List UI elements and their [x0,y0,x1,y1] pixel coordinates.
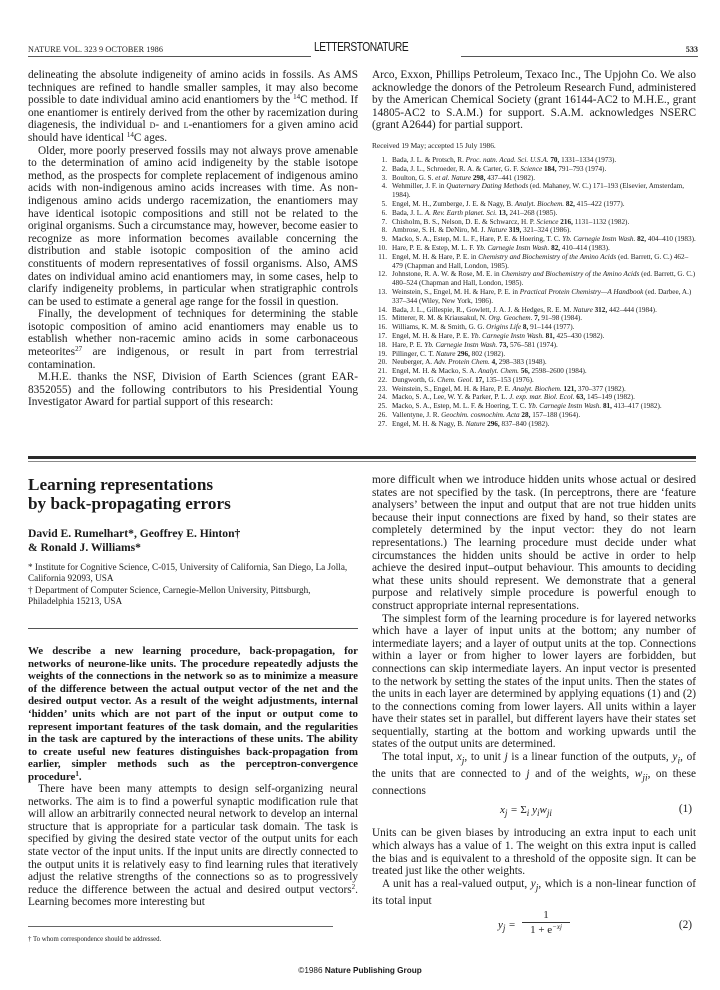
equation-1 [372,797,696,827]
paragraph: more difficult when we introduce hidden units whose actual or desired states are not specified by the task. (In perceptrons, there are ‘feature analysers’ between the input and output that are not true hidden units because their input connections are fixed by hand, so their states are completely determined by the input vector: they do not learn representations.) The learning procedure must decide under what circumstances the hidden units should be active in order to help achieve the desired input–output behaviour. This amounts to deciding what these units should represent. We demonstrate that a general purpose and relatively simple procedure is powerful enough to construct appropriate internal representations. [372,474,696,612]
author-affiliations [28,562,358,607]
reference-item: 25. Macko, S. A., Estep, M. L. F. & Hoering, T. C. Yb. Carnegie Instn Wash. 81, 413–417 (1982). [378,402,662,411]
equation-2-lhs: $y_j$ = [498,919,516,934]
reference-item: 2. Bada, J. L., Schroeder, R. A. & Carter, G. F. Science 184, 791–793 (1974). [381,164,607,173]
reference-item: 5. Engel, M. H., Zumberge, J. E. & Nagy, B. Analyt. Biochem. 82, 415–422 (1977). [381,199,625,208]
paragraph: Units can be given biases by introducing an extra input to each unit which always has a value of 1. The weight on this extra input is called the bias and is equivalent to a threshold of the opposite sign. It can be treated just like the other weights. [372,827,696,878]
paragraph: delineating the absolute indigeneity of amino acids in fossils. As AMS techniques are refined to handle smaller samples, it may also become possible to date individual amino acid enantiomers by the $^{14}$C method. If one enantiomer is entirely derived from the other by racemization during diagenesis, the individual d- and l-enantiomers for a given amino acid should have identical $^{14}$C ages. [28,69,358,144]
reference-item: 12. Johnstone, R. A. W. & Rose, M. E. in Chemistry and Biochemistry of the Amino Acids (ed. Barrett, G. C.) 480–524 (Chapman and Hall, London, 1985). [378,270,696,288]
reference-item: 9. Macko, S. A., Estep, M. L. F., Hare, P. E. & Hoering, T. C. Yb. Carnegie Instn Wash. 82, 404–410 (1983). [381,235,696,244]
acknowledgements-paragraph: M.H.E. thanks the NSF, Division of Earth Sciences (grant EAR-8352055) and the following contributors to his Presidential Young Investigator Award for partial support of this research: [28,371,358,409]
equation-1-formula: $x_j = \Sigma_i$ $y_iw_{ji}$ [500,804,552,819]
reference-item: 11. Engel, M. H. & Hare, P. E. in Chemistry and Biochemistry of the Amino Acids (ed. Barrett, G. C.) 462–479 (Chapman and Hall, London, 1985). [378,252,689,270]
previous-letter-right-column [372,69,696,429]
reference-item: 14. Bada, J. L., Gillespie, R., Gowlett, J. A. J. & Hedges, R. E. M. Nature 312, 442–444 (1984). [378,305,657,314]
article-body-left [28,783,358,909]
reference-item: 17. Engel, M. H. & Hare, P. E. Yb. Carnegie Instn Wash. 81, 425–430 (1982). [378,331,605,340]
paragraph: Finally, the development of techniques for determining the stable isotopic composition of amino acid enantiomers may enable us to establish whether non-racemic amino acids in some carbonaceous meteorites$^{27}$ are indigenous, or result in part from terrestrial contamination. [28,308,358,371]
reference-item: 19. Pillinger, C. T. Nature 296, 802 (1982). [378,349,506,358]
reference-list [372,156,696,429]
abstract: We describe a new learning procedure, back-propagation, for networks of neurone-like units. The procedure repeatedly adjusts the weights of the connections in the network so as to minimize a measure of the difference between the actual output vector of the net and the desired output vector. As a result of the weight adjustments, internal ‘hidden’ units which are not part of the input or output come to represent important features of the task domain, and the regularities in the task are captured by the interactions of these units. The ability to create useful new features distinguishes back-propagation from earlier, simpler methods such as the perceptron-convergence procedure$^1$. [28,645,358,783]
reference-item: 24. Macko, S. A., Lee, W. Y. & Parker, P. L. J. exp. mar. Biol. Ecol. 63, 145–149 (1982). [378,393,635,402]
equation-2 [372,907,696,941]
paragraph: There have been many attempts to design self-organizing neural networks. The aim is to find a powerful synaptic modification rule that will allow an arbitrarily connected neural network to develop an internal structure that is appropriate for a particular task domain. The task is specified by giving the desired state vector of the output units for each state vector of the input units. If the input units are directly connected to the output units it is relatively easy to find learning rules that iteratively adjust the relative strengths of the connections so as to progressively reduce the difference between the actual and desired output vectors$^2$. Learning becomes more interesting but [28,783,358,909]
footnote: † To whom correspondence should be addressed. [28,936,162,943]
reference-item: 13. Weinstein, S., Engel, M. H. & Hare, P. E. in Practical Protein Chemistry—A Handbook (ed. Darbee, A.) 337–344 (Wiley, New York, 1986). [378,287,692,305]
copyright-notice: ©1986 Nature Publishing Group [298,966,422,975]
reference-item: 15. Mitterer, R. M. & Kriausakul, N. Org. Geochem. 7, 91–98 (1984). [378,314,583,323]
reference-item: 10. Hare, P. E. & Estep, M. L. F. Yb. Carnegie Instn Wash. 82, 410–414 (1983). [378,243,610,252]
article-body-right [372,474,696,941]
abstract-divider [28,628,358,629]
reference-item: 6. Bada, J. L. A. Rev. Earth planet. Sci. 13, 241–268 (1985). [381,208,558,217]
reference-item: 3. Boulton, G. S. et al. Nature 298, 437–441 (1982). [381,173,536,182]
affiliation: * Institute for Cognitive Science, C-015, University of California, San Diego, La Jolla, California 92093, USA [28,562,348,584]
reference-item: 23. Weinstein, S., Engel, M. H. & Hare, P. E. Analyt. Biochem. 121, 370–377 (1982). [378,384,626,393]
paragraph: The total input, $x_j$, to unit j is a linear function of the outputs, $y_i$, of the units that are connected to j and of the weights, $w_{ji}$, on these connections [372,751,696,797]
affiliation: † Department of Computer Science, Carnegie-Mellon University, Pittsburgh, Philadelphia 15213, USA [28,584,311,606]
page-number: 533 [685,45,698,54]
equation-number: (1) [678,803,692,816]
previous-letter-left-column [28,69,358,409]
reference-item: 4. Wehmiller, J. F. in Quaternary Dating Methods (ed. Mahaney, W. C.) 171–193 (Elsevier, Amsterdam, 1984). [381,182,685,200]
equation-number: (2) [678,919,692,932]
paragraph: A unit has a real-valued output, $y_j$, which is a non-linear function of its total input [372,877,696,907]
reference-item: 1. Bada, J. L. & Protsch, R. Proc. natn. Acad. Sci. U.S.A. 70, 1331–1334 (1973). [381,155,617,164]
equation-2-fraction: $\frac{1}{1 + e^{-xj}}$ [522,909,570,937]
reference-item: 20. Neuberger, A. Adv. Protein Chem. 4, 298–383 (1948). [378,358,547,367]
reference-item: 21. Engel, M. H. & Macko, S. A. Analyt. Chem. 56, 2598–2600 (1984). [378,367,587,376]
reference-item: 18. Hare, P. E. Yb. Carnegie Instn Wash. 73, 576–581 (1974). [378,340,558,349]
acknowledgements-continued: Arco, Exxon, Phillips Petroleum, Texaco Inc., The Upjohn Co. We also acknowledge the donors of the Petroleum Research Fund, administered by the American Chemical Society (grant 16144-AC2 to M.H.E., grant 14805-AC2 to S.A.M.) for support. S.A.M. acknowledges NSERC (grant A2644) for partial support. [372,69,696,132]
reference-item: 27. Engel, M. H. & Nagy, B. Nature 296, 837–840 (1982). [378,419,550,428]
section-title: LETTERSTONATURE [314,40,409,54]
section-divider [28,456,696,459]
reference-item: 7. Chisholm, B. S., Nelson, D. E. & Schwarcz, H. P. Science 216, 1131–1132 (1982). [381,217,630,226]
running-header [28,42,698,60]
section-divider-thin [28,461,696,462]
paragraph: Older, more poorly preserved fossils may not always prove amenable to the determination of amino acid indigeneity by the stable isotope method, as the prospects for complete replacement of indigenous amino acids with non-indigenous amino acids increases with time. As non-indigenous amino acids undergo racemization, the enantiomers may have identical isotopic compositions and still not be related to the original organisms. Such a circumstance may, however, become easier to recognize as more information becomes available concerning the distribution and stable isotopic composition of the amino acid constituents of modern representatives of fossil organisms. Also, AMS dates on individual amino acid enantiomers may, in some cases, help to clarify indigeneity problems, in particular when stratigraphic controls can be used to estimate a general age range for the fossil in question. [28,144,358,308]
received-date: Received 19 May; accepted 15 July 1986. [372,140,496,150]
footnote-divider [28,926,333,927]
reference-item: 26. Vallentyne, J. R. Geochim. cosmochim. Acta 28, 157–188 (1964). [378,411,581,420]
reference-item: 8. Ambrose, S. H. & DeNiro, M. J. Nature 319, 321–324 (1986). [381,226,572,235]
paragraph: The simplest form of the learning procedure is for layered networks which have a layer of input units at the bottom; any number of intermediate layers; and a layer of output units at the top. Connections within a layer or from higher to lower layers are forbidden, but connections can skip intermediate layers. An input vector is presented to the network by setting the states of the input units. Then the states of the units in each layer are determined by applying equations (1) and (2) to the connections coming from lower layers. All units within a layer have their states set in parallel, but different layers have their states set sequentially, starting at the bottom and working upwards until the states of the output units are determined. [372,612,696,751]
journal-issue: NATURE VOL. 323 9 OCTOBER 1986 [28,45,164,54]
article-authors: David E. Rumelhart*, Geoffrey E. Hinton† & Ronald J. Williams* [28,527,241,554]
reference-item: 16. Williams, K. M. & Smith, G. G. Origins Life 8, 91–144 (1977). [378,323,575,332]
reference-item: 22. Dungworth, G. Chem. Geol. 17, 135–153 (1976). [378,375,534,384]
article-title: Learning representations by back-propagating errors [28,475,231,513]
